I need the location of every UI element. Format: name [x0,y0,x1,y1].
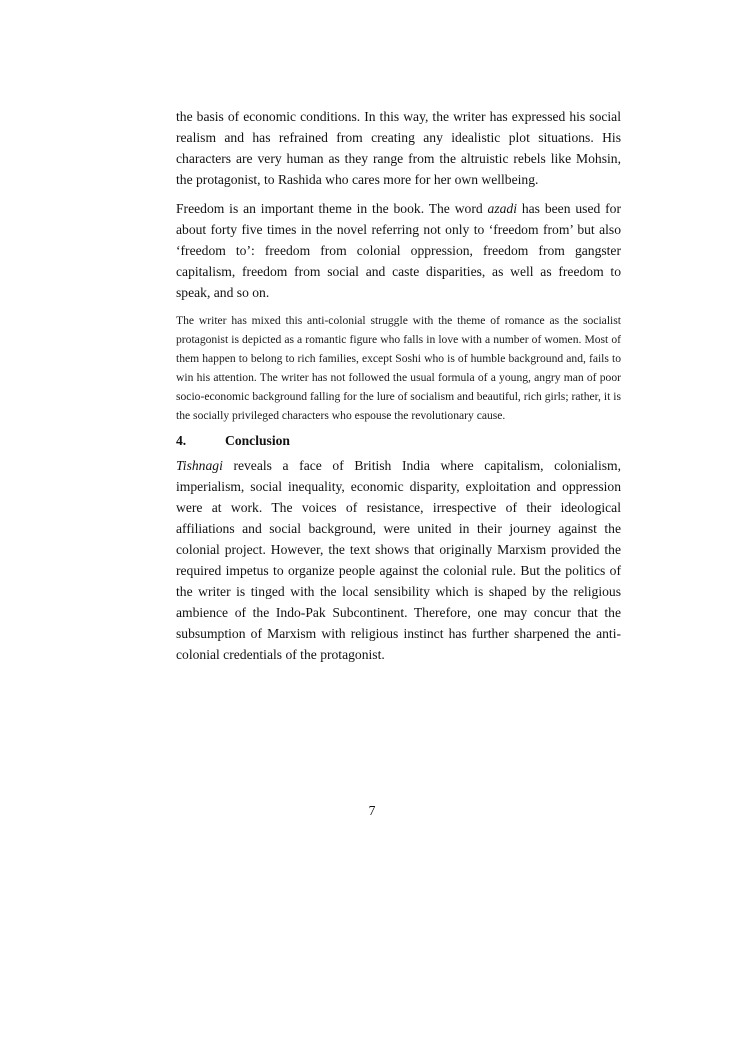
page-number: 7 [368,803,376,818]
freedom-text-before: Freedom is an important theme in the book. The word [176,201,488,216]
page-body [176,106,621,673]
paragraph-conclusion [176,455,621,665]
freedom-text-after: has been used for about forty five times in the novel referring not only to ‘freedom from’ but also ‘freedom to’: freedom from colonial oppression, freedom from gangster capitalism, freedom from social and caste disparities, as well as freedom to speak, and so on. [176,201,621,300]
conclusion-text: reveals a face of British India where capitalism, colonialism, imperialism, social inequality, economic disparity, exploitation and oppression were at work. The voices of resistance, irrespective of their ideological affiliations and social background, were united in their journey against the colonial project. However, the text shows that originally Marxism provided the required impetus to organize people against the colonial rule. But the politics of the writer is tinged with the local sensibility which is shaped by the religious ambience of the Indo-Pak Subcontinent. Therefore, one may concur that the subsumption of Marxism with religious instinct has further sharpened the anti-colonial credentials of the protagonist. [176,458,621,662]
paragraph-realism: the basis of economic conditions. In this way, the writer has expressed his social realism and has refrained from creating any idealistic plot situations. His characters are very human as they range from the altruistic rebels like Mohsin, the protagonist, to Rashida who cares more for her own wellbeing. [176,109,621,187]
novel-title: Tishnagi [176,458,223,473]
section-title: Conclusion [225,433,290,448]
paragraph-romance: The writer has mixed this anti-colonial struggle with the theme of romance as the socialist protagonist is depicted as a romantic figure who falls in love with a number of women. Most of them happen to belong to rich families, except Soshi who is of humble background and, fails to win his attention. The writer has not followed the usual formula of a young, angry man of poor socio-economic background falling for the lure of socialism and beautiful, rich girls; rather, it is the socially privileged characters who espouse the revolutionary cause. [176,314,621,422]
azadi-term: azadi [487,201,517,216]
section-heading [176,431,621,451]
paragraph-freedom [176,198,621,303]
section-number: 4. [176,433,187,448]
